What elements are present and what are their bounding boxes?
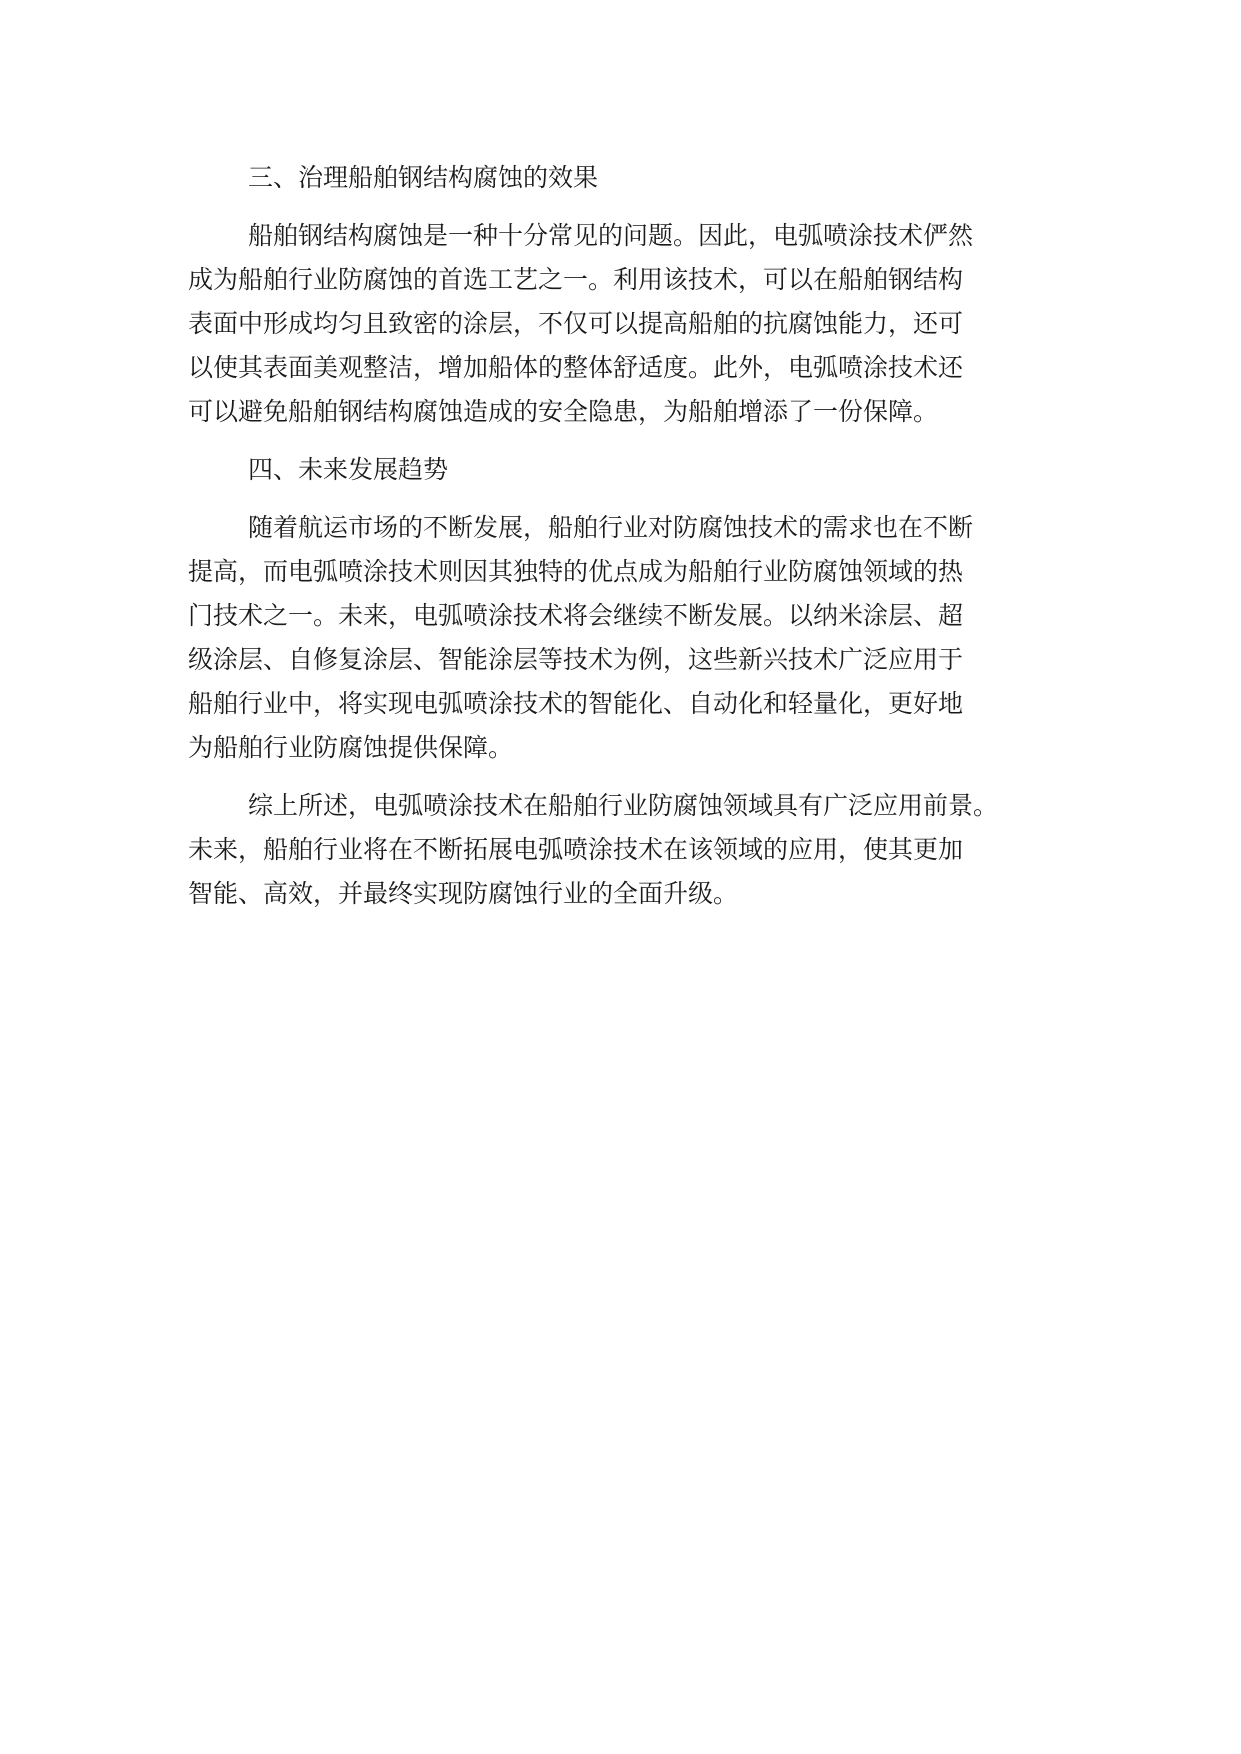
paragraph-line: 提高，而电弧喷涂技术则因其独特的优点成为船舶行业防腐蚀领域的热 [188,557,964,586]
paragraph-line: 随着航运市场的不断发展，船舶行业对防腐蚀技术的需求也在不断 [248,513,974,542]
paragraph-line: 门技术之一。未来，电弧喷涂技术将会继续不断发展。以纳米涂层、超 [188,601,964,630]
section-heading-future-trends: 四、未来发展趋势 [248,455,449,484]
paragraph-line: 以使其表面美观整洁，增加船体的整体舒适度。此外，电弧喷涂技术还 [188,353,964,382]
paragraph-line: 表面中形成均匀且致密的涂层，不仅可以提高船舶的抗腐蚀能力，还可 [188,309,964,338]
paragraph-line: 船舶钢结构腐蚀是一种十分常见的问题。因此，电弧喷涂技术俨然 [248,221,974,250]
section-heading-effects: 三、治理船舶钢结构腐蚀的效果 [248,163,599,192]
paragraph-line: 级涂层、自修复涂层、智能涂层等技术为例，这些新兴技术广泛应用于 [188,645,964,674]
paragraph-effects [188,214,1078,434]
document-body [188,156,1078,930]
paragraph-future-trends [188,506,1078,770]
paragraph-conclusion [188,784,1078,916]
paragraph-line: 综上所述，电弧喷涂技术在船舶行业防腐蚀领域具有广泛应用前景。 [248,791,999,820]
paragraph-line: 未来，船舶行业将在不断拓展电弧喷涂技术在该领域的应用，使其更加 [188,835,964,864]
paragraph-line: 为船舶行业防腐蚀提供保障。 [188,733,514,762]
paragraph-line: 船舶行业中，将实现电弧喷涂技术的智能化、自动化和轻量化，更好地 [188,689,964,718]
paragraph-line: 智能、高效，并最终实现防腐蚀行业的全面升级。 [188,879,739,908]
paragraph-line: 成为船舶行业防腐蚀的首选工艺之一。利用该技术，可以在船舶钢结构 [188,265,964,294]
paragraph-line: 可以避免船舶钢结构腐蚀造成的安全隐患，为船舶增添了一份保障。 [188,397,939,426]
